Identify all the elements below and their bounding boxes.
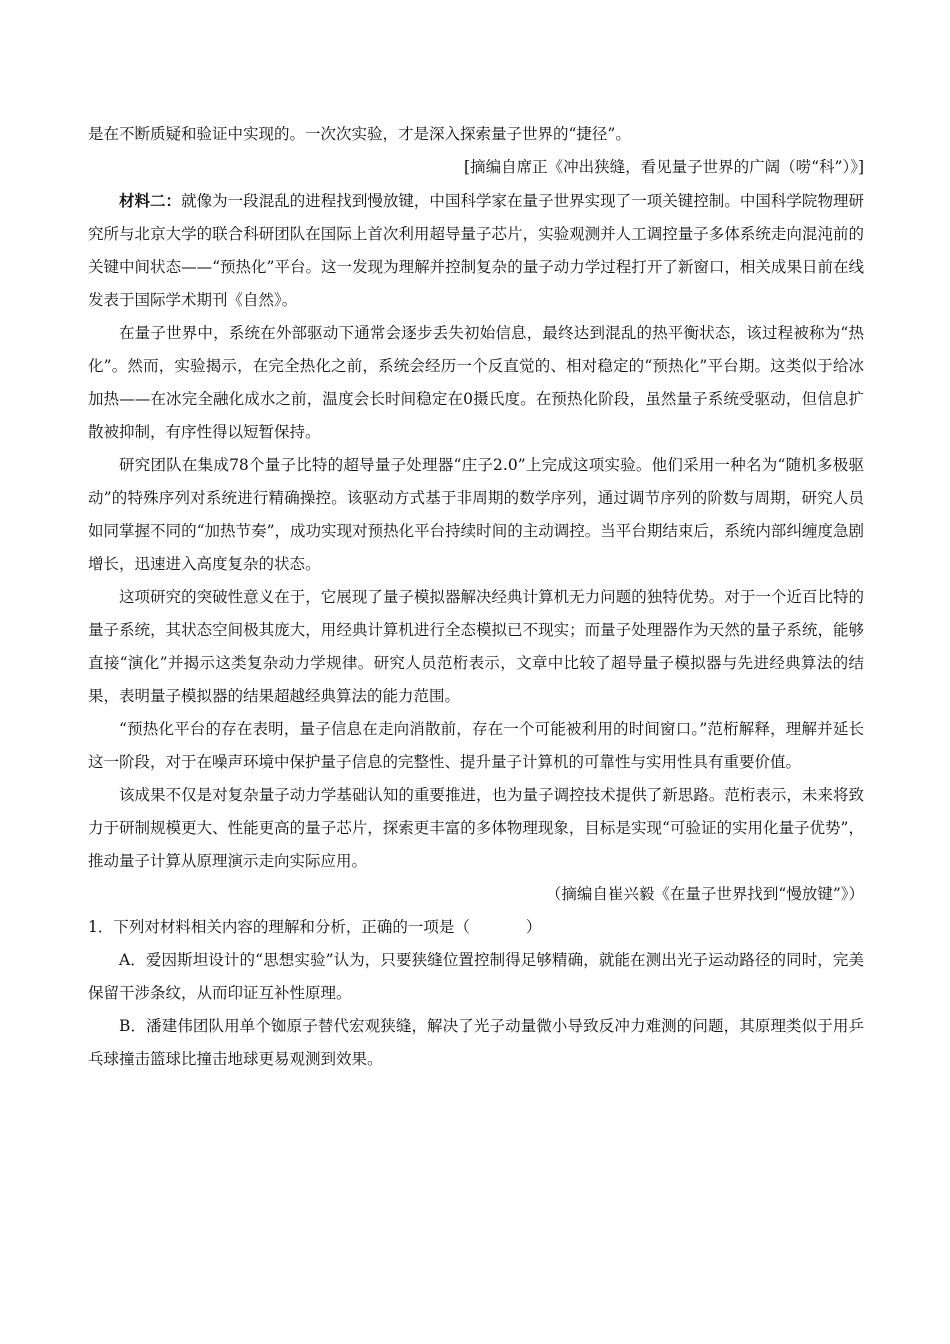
source-citation-2: （摘编自崔兴毅《在量子世界找到“慢放键”》） (545, 885, 864, 903)
intro-paragraph-end: 是在不断质疑和验证中实现的。一次次实验，才是深入探索量子世界的“捷径”。 (88, 125, 631, 143)
material-two-paragraph-1-text: 就像为一段混乱的进程找到慢放键，中国科学家在量子世界实现了一项关键控制。中国科学院物理研究所与北京大学的联合科研团队在国际上首次利用超导量子芯片，实验观测并人工调控量子多体系统走向混沌前的关键中间状态——“预热化”平台。这一发现为理解并控制复杂的量子动力学过程打开了新窗口，相关成果日前在线发表于国际学术期刊《自然》。 (88, 192, 864, 309)
document-page (88, 118, 864, 1076)
question-1-option-a[interactable]: A．爱因斯坦设计的“思想实验”认为，只要狭缝位置控制得足够精确，就能在测出光子运动路径的同时，完美保留干涉条纹，从而印证互补性原理。 (88, 951, 864, 1002)
question-1-stem (88, 911, 864, 944)
material-two-paragraph-5: “预热化平台的存在表明，量子信息在走向消散前，存在一个可能被利用的时间窗口。”范桁解释，理解并延长这一阶段，对于在噪声环境中保护量子信息的完整性、提升量子计算机的可靠性与实用性具有重要价值。 (88, 720, 864, 771)
material-two-paragraph-6: 该成果不仅是对复杂量子动力学基础认知的重要推进，也为量子调控技术提供了新思路。范桁表示，未来将致力于研制规模更大、性能更高的量子芯片，探索更丰富的多体物理现象，目标是实现“可验证的实用化量子优势”，推动量子计算从原理演示走向实际应用。 (88, 786, 864, 870)
source-citation-1: [摘编自席正《冲出狭缝，看见量子世界的广阔（唠“科”）》] (464, 158, 864, 176)
material-two-label: 材料二： (119, 191, 182, 210)
question-1-stem-text: 1．下列对材料相关内容的理解和分析，正确的一项是（ (88, 918, 470, 936)
material-two-paragraph-2: 在量子世界中，系统在外部驱动下通常会逐步丢失初始信息，最终达到混乱的热平衡状态，该过程被称为“热化”。然而，实验揭示，在完全热化之前，系统会经历一个反直觉的、相对稳定的“预热化”平台期。这类似于给冰加热——在冰完全融化成水之前，温度会长时间稳定在0摄氏度。在预热化阶段，虽然量子系统受驱动，但信息扩散被抑制，有序性得以短暂保持。 (88, 324, 864, 441)
material-two-paragraph-3: 研究团队在集成78个量子比特的超导量子处理器“庄子2.0”上完成这项实验。他们采用一种名为“随机多极驱动”的特殊序列对系统进行精确操控。该驱动方式基于非周期的数学序列，通过调节序列的阶数与周期，研究人员如同掌握不同的“加热节奏”，成功实现对预热化平台持续时间的主动调控。当平台期结束后，系统内部纠缠度急剧增长，迅速进入高度复杂的状态。 (88, 456, 864, 573)
material-two-paragraph-4: 这项研究的突破性意义在于，它展现了量子模拟器解决经典计算机无力问题的独特优势。对于一个近百比特的量子系统，其状态空间极其庞大，用经典计算机进行全态模拟已不现实；而量子处理器作为天然的量子系统，能够直接“演化”并揭示这类复杂动力学规律。研究人员范桁表示，文章中比较了超导量子模拟器与先进经典算法的结果，表明量子模拟器的结果超越经典算法的能力范围。 (88, 588, 864, 705)
question-1-stem-close: ） (525, 918, 542, 936)
question-1-option-b[interactable]: B．潘建伟团队用单个铷原子替代宏观狭缝，解决了光子动量微小导致反冲力难测的问题，其原理类似于用乒乓球撞击篮球比撞击地球更易观测到效果。 (88, 1017, 864, 1068)
material-two-paragraph-1 (88, 184, 864, 317)
